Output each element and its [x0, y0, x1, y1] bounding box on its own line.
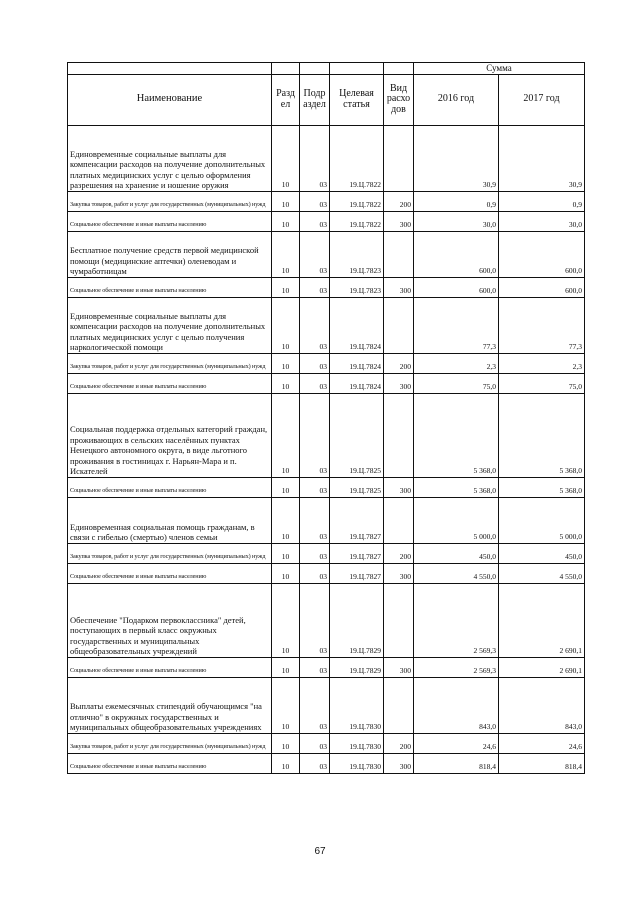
- row-target-article: 19.Ц.7827: [330, 543, 384, 563]
- row-amount-2017: 600,0: [499, 277, 585, 297]
- row-amount-2016: 2 569,3: [414, 583, 499, 657]
- row-section: 10: [272, 393, 300, 477]
- row-expense-type: [384, 497, 414, 543]
- row-amount-2017: 2 690,1: [499, 583, 585, 657]
- row-subsection: 03: [300, 191, 330, 211]
- row-section: 10: [272, 583, 300, 657]
- header-subsection: Подр аздел: [300, 74, 330, 125]
- row-expense-type: 300: [384, 477, 414, 497]
- row-target-article: 19.Ц.7822: [330, 125, 384, 191]
- table-row: [68, 497, 585, 543]
- page-number: 67: [314, 846, 326, 857]
- row-expense-type: [384, 677, 414, 733]
- table-row: [68, 477, 585, 497]
- row-amount-2016: 5 000,0: [414, 497, 499, 543]
- row-target-article: 19.Ц.7825: [330, 477, 384, 497]
- row-amount-2017: 450,0: [499, 543, 585, 563]
- row-subsection: 03: [300, 211, 330, 231]
- row-subsection: 03: [300, 277, 330, 297]
- row-name: Закупка товаров, работ и услуг для государственных (муниципальных) нужд: [68, 353, 272, 373]
- table-row: [68, 543, 585, 563]
- row-name: Социальное обеспечение и иные выплаты населению: [68, 373, 272, 393]
- row-subsection: 03: [300, 373, 330, 393]
- row-expense-type: [384, 583, 414, 657]
- row-expense-type: [384, 297, 414, 353]
- row-amount-2017: 30,0: [499, 211, 585, 231]
- row-section: 10: [272, 211, 300, 231]
- table-row: [68, 733, 585, 753]
- row-subsection: 03: [300, 657, 330, 677]
- row-amount-2017: 2,3: [499, 353, 585, 373]
- table-row: [68, 125, 585, 191]
- row-section: 10: [272, 733, 300, 753]
- row-target-article: 19.Ц.7827: [330, 563, 384, 583]
- table-row: [68, 231, 585, 277]
- row-subsection: 03: [300, 733, 330, 753]
- table-row: [68, 583, 585, 657]
- row-amount-2017: 5 368,0: [499, 393, 585, 477]
- row-name: Социальное обеспечение и иные выплаты населению: [68, 563, 272, 583]
- row-expense-type: [384, 393, 414, 477]
- row-subsection: 03: [300, 393, 330, 477]
- row-amount-2016: 4 550,0: [414, 563, 499, 583]
- row-name: Социальное обеспечение и иные выплаты населению: [68, 477, 272, 497]
- row-subsection: 03: [300, 563, 330, 583]
- header-blank: [384, 63, 414, 75]
- row-expense-type: 300: [384, 211, 414, 231]
- row-amount-2016: 5 368,0: [414, 393, 499, 477]
- header-expense-type: Вид расхо дов: [384, 74, 414, 125]
- row-name: Закупка товаров, работ и услуг для государственных (муниципальных) нужд: [68, 543, 272, 563]
- row-target-article: 19.Ц.7830: [330, 677, 384, 733]
- row-section: 10: [272, 277, 300, 297]
- row-amount-2016: 818,4: [414, 753, 499, 773]
- table-body: [68, 125, 585, 773]
- row-expense-type: 300: [384, 753, 414, 773]
- row-amount-2017: 77,3: [499, 297, 585, 353]
- row-section: 10: [272, 497, 300, 543]
- header-top-row: [68, 63, 585, 75]
- header-year-2017: 2017 год: [499, 74, 585, 125]
- row-amount-2017: 2 690,1: [499, 657, 585, 677]
- row-section: 10: [272, 753, 300, 773]
- table-row: [68, 211, 585, 231]
- row-expense-type: 300: [384, 373, 414, 393]
- table-row: [68, 297, 585, 353]
- table-row: [68, 277, 585, 297]
- row-section: 10: [272, 677, 300, 733]
- row-expense-type: 300: [384, 277, 414, 297]
- header-blank: [68, 63, 272, 75]
- row-target-article: 19.Ц.7822: [330, 211, 384, 231]
- row-target-article: 19.Ц.7824: [330, 297, 384, 353]
- row-name: Закупка товаров, работ и услуг для государственных (муниципальных) нужд: [68, 733, 272, 753]
- header-main-row: [68, 74, 585, 125]
- row-section: 10: [272, 543, 300, 563]
- row-target-article: 19.Ц.7822: [330, 191, 384, 211]
- table-row: [68, 373, 585, 393]
- row-target-article: 19.Ц.7823: [330, 231, 384, 277]
- row-name: Социальное обеспечение и иные выплаты населению: [68, 753, 272, 773]
- header-target-article: Целевая статья: [330, 74, 384, 125]
- row-expense-type: 200: [384, 543, 414, 563]
- row-amount-2016: 450,0: [414, 543, 499, 563]
- header-sum: Сумма: [414, 63, 585, 75]
- row-subsection: 03: [300, 477, 330, 497]
- row-subsection: 03: [300, 677, 330, 733]
- row-target-article: 19.Ц.7830: [330, 733, 384, 753]
- row-amount-2016: 843,0: [414, 677, 499, 733]
- row-amount-2016: 30,9: [414, 125, 499, 191]
- row-section: 10: [272, 657, 300, 677]
- table-row: [68, 353, 585, 373]
- row-subsection: 03: [300, 231, 330, 277]
- row-name: Единовременная социальная помощь гражданам, в связи с гибелью (смертью) членов семьи: [68, 497, 272, 543]
- row-expense-type: 200: [384, 191, 414, 211]
- row-subsection: 03: [300, 497, 330, 543]
- row-amount-2017: 24,6: [499, 733, 585, 753]
- row-amount-2016: 75,0: [414, 373, 499, 393]
- row-section: 10: [272, 125, 300, 191]
- row-section: 10: [272, 297, 300, 353]
- row-amount-2017: 0,9: [499, 191, 585, 211]
- row-expense-type: 300: [384, 657, 414, 677]
- row-target-article: 19.Ц.7823: [330, 277, 384, 297]
- row-expense-type: 300: [384, 563, 414, 583]
- header-name: Наименование: [68, 74, 272, 125]
- row-subsection: 03: [300, 353, 330, 373]
- row-name: Закупка товаров, работ и услуг для государственных (муниципальных) нужд: [68, 191, 272, 211]
- row-name: Единовременные социальные выплаты для компенсации расходов на получение дополнительных платных медицинских услуг с целью оформления разрешения на хранение и ношение оружия: [68, 125, 272, 191]
- table-row: [68, 191, 585, 211]
- row-amount-2017: 5 368,0: [499, 477, 585, 497]
- row-subsection: 03: [300, 583, 330, 657]
- row-section: 10: [272, 353, 300, 373]
- header-section: Разд ел: [272, 74, 300, 125]
- row-expense-type: [384, 125, 414, 191]
- row-amount-2016: 30,0: [414, 211, 499, 231]
- row-amount-2017: 30,9: [499, 125, 585, 191]
- row-amount-2016: 0,9: [414, 191, 499, 211]
- row-subsection: 03: [300, 125, 330, 191]
- row-subsection: 03: [300, 543, 330, 563]
- row-amount-2017: 600,0: [499, 231, 585, 277]
- row-section: 10: [272, 191, 300, 211]
- row-name: Бесплатное получение средств первой медицинской помощи (медицинские аптечки) оленеводам и чумработницам: [68, 231, 272, 277]
- row-amount-2017: 818,4: [499, 753, 585, 773]
- header-year-2016: 2016 год: [414, 74, 499, 125]
- row-amount-2017: 4 550,0: [499, 563, 585, 583]
- row-expense-type: [384, 231, 414, 277]
- row-name: Социальное обеспечение и иные выплаты населению: [68, 657, 272, 677]
- row-name: Выплаты ежемесячных стипендий обучающимся "на отлично" в окружных государственных и муниципальных общеобразовательных учреждениях: [68, 677, 272, 733]
- row-amount-2016: 77,3: [414, 297, 499, 353]
- row-section: 10: [272, 231, 300, 277]
- row-name: Социальное обеспечение и иные выплаты населению: [68, 277, 272, 297]
- row-section: 10: [272, 373, 300, 393]
- row-section: 10: [272, 563, 300, 583]
- row-name: Обеспечение "Подарком первоклассника" детей, поступающих в первый класс окружных государственных и муниципальных общеобразовательных учреждений: [68, 583, 272, 657]
- row-target-article: 19.Ц.7829: [330, 657, 384, 677]
- row-amount-2016: 24,6: [414, 733, 499, 753]
- row-target-article: 19.Ц.7829: [330, 583, 384, 657]
- row-subsection: 03: [300, 753, 330, 773]
- row-amount-2016: 600,0: [414, 277, 499, 297]
- table-row: [68, 563, 585, 583]
- row-amount-2016: 5 368,0: [414, 477, 499, 497]
- row-target-article: 19.Ц.7825: [330, 393, 384, 477]
- row-name: Социальная поддержка отдельных категорий граждан, проживающих в сельских населённых пунктах Ненецкого автономного округа, в виде льготного проживания в гостиницах г. Нарьян-Мара и п. Искателей: [68, 393, 272, 477]
- table-row: [68, 677, 585, 733]
- row-target-article: 19.Ц.7824: [330, 373, 384, 393]
- row-target-article: 19.Ц.7827: [330, 497, 384, 543]
- table-row: [68, 753, 585, 773]
- table-row: [68, 657, 585, 677]
- row-expense-type: 200: [384, 353, 414, 373]
- table-row: [68, 393, 585, 477]
- header-blank: [300, 63, 330, 75]
- row-section: 10: [272, 477, 300, 497]
- row-amount-2016: 600,0: [414, 231, 499, 277]
- row-target-article: 19.Ц.7824: [330, 353, 384, 373]
- header-blank: [330, 63, 384, 75]
- row-amount-2017: 5 000,0: [499, 497, 585, 543]
- row-expense-type: 200: [384, 733, 414, 753]
- row-amount-2016: 2 569,3: [414, 657, 499, 677]
- budget-table: [67, 62, 585, 774]
- row-amount-2017: 75,0: [499, 373, 585, 393]
- row-name: Социальное обеспечение и иные выплаты населению: [68, 211, 272, 231]
- row-amount-2016: 2,3: [414, 353, 499, 373]
- row-target-article: 19.Ц.7830: [330, 753, 384, 773]
- row-subsection: 03: [300, 297, 330, 353]
- row-name: Единовременные социальные выплаты для компенсации расходов на получение дополнительных платных медицинских услуг с целью получения наркологической помощи: [68, 297, 272, 353]
- row-amount-2017: 843,0: [499, 677, 585, 733]
- header-blank: [272, 63, 300, 75]
